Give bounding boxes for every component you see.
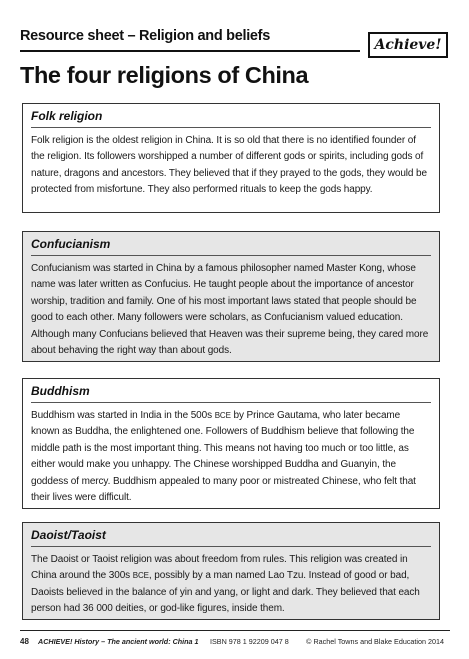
section-text — [23, 547, 439, 618]
isbn: ISBN 978 1 92209 047 8 — [210, 637, 289, 646]
section-buddhism — [22, 378, 440, 509]
section-text: Folk religion is the oldest religion in China. It is so old that there is no identified founder of the religion. Its followers worshipped a number of different gods or spirits, including gods of nature, dragons and ancestors. They believed that if they prayed to the gods, they would be protected from misfortune. They also performed rituals to keep the gods happy. — [31, 135, 427, 196]
era-abbreviation: BCE — [132, 571, 149, 581]
page-title: The four religions of China — [20, 62, 309, 88]
section-text — [23, 403, 439, 506]
achieve-logo-badge: Achieve! — [368, 32, 448, 58]
section-heading: Confucianism — [31, 237, 111, 251]
resource-sheet-label: Resource sheet – Religion and beliefs — [20, 28, 270, 44]
page-number: 48 — [20, 637, 29, 646]
footer-divider — [20, 630, 450, 631]
text-part: The Daoist or Taoist religion was about freedom from rules. This religion was created in China around the 300s — [31, 554, 408, 582]
copyright-notice: © Rachel Towns and Blake Education 2014 — [306, 637, 444, 646]
page-footer — [20, 637, 450, 649]
text-part: by Prince Gautama, who later became known as Buddha, the enlightened one. Followers of Buddhism believe that following the middle path is the most important thing. This means not having too much or too little, as either would make you unhappy. The Chinese worshipped Buddha and Guanyin, the goddess of mercy. Buddhism appealed to many poor or mistreated Chinese, who felt that their lives were difficult. — [31, 410, 416, 504]
section-heading: Daoist/Taoist — [31, 528, 106, 542]
section-confucianism — [22, 231, 440, 362]
section-text: Confucianism was started in China by a famous philosopher named Master Kong, whose name was later written as Confucius. He taught people about the importance of ancestor worship, tradition and family. One of his most important laws stated that people should be good to each other. Many followers were scholars, as Confucianism valued education. Although many Confucians believed that Heaven was their supreme being, they cared more about behaving the right way than about gods. — [31, 263, 429, 357]
era-abbreviation: BCE — [214, 411, 231, 420]
header-divider — [20, 50, 360, 52]
section-heading: Folk religion — [31, 109, 103, 123]
text-part: Buddhism was started in India in the 500s — [31, 410, 215, 421]
section-heading: Buddhism — [31, 384, 90, 398]
text-part: , possibly by a man named Lao Tzu. Instead of good or bad, Daoists believed in the balance of yin and yang, or light and dark. They believed that each person had 36 000 deities, or god-like figures, inside them. — [31, 570, 420, 615]
section-folk-religion — [22, 103, 440, 213]
series-title: ACHIEVE! History – The ancient world: China 1 — [38, 637, 199, 646]
section-daoist-taoist — [22, 522, 440, 620]
